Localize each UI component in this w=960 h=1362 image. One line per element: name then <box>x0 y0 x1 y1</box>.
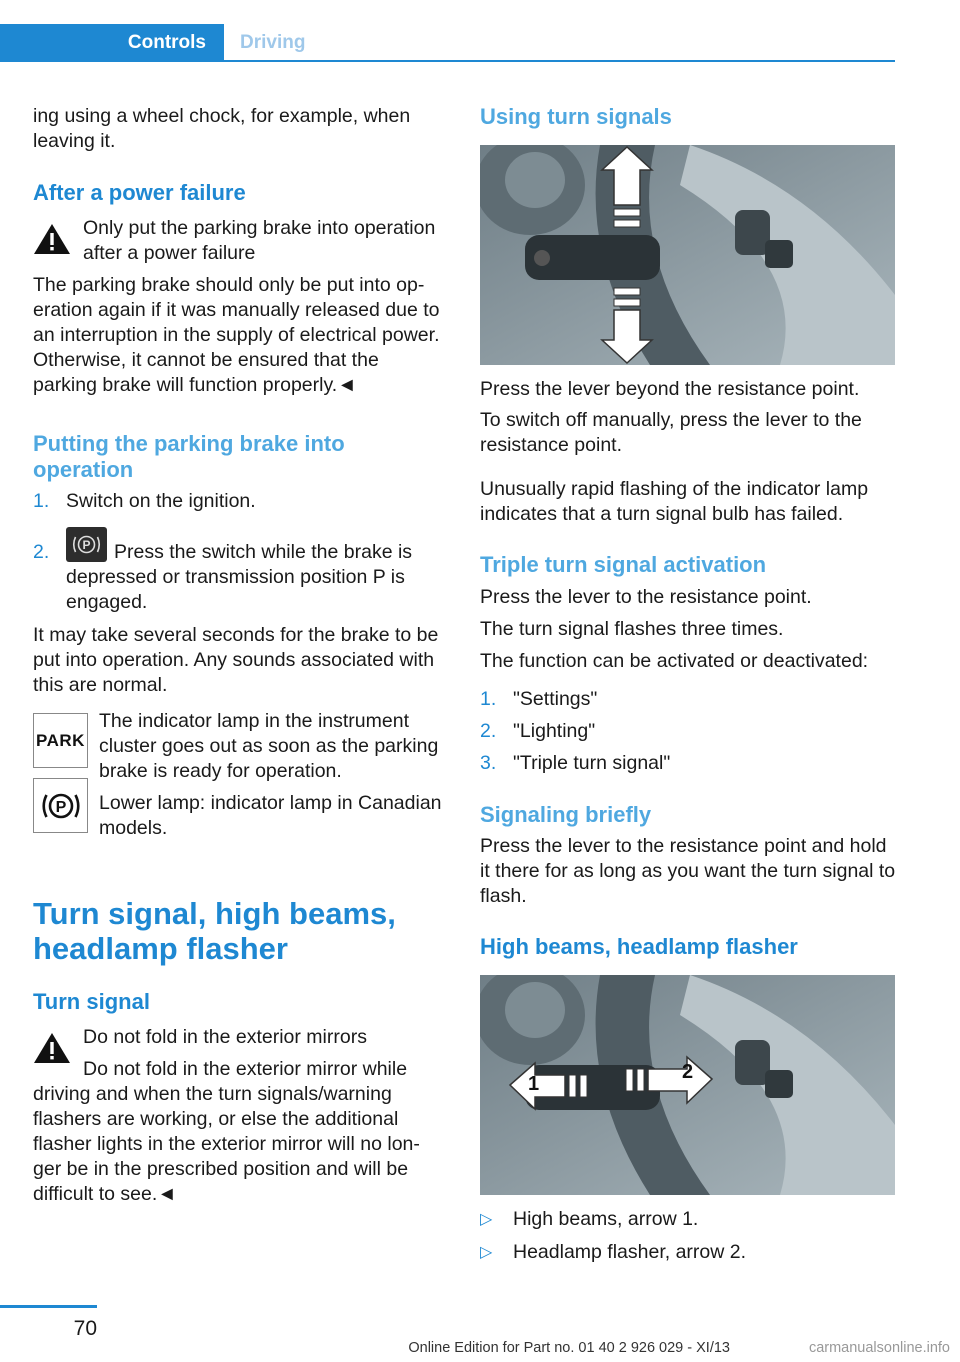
intro-text: ing using a wheel chock, for example, when leaving it. <box>33 105 411 152</box>
chapter-tabs <box>0 24 895 62</box>
park-indicator-lamp-icon <box>33 713 88 768</box>
signaling-briefly-heading: Signaling briefly <box>480 802 652 827</box>
bullet-triangle-icon: ▷ <box>480 1211 493 1228</box>
power-failure-body: The parking brake should only be put into op-eration again if it was manually released due to an interruption in the supply of electrical power. Otherwise, it cannot be ensured that the parking brake will function properly.◄ <box>33 274 440 396</box>
triple-l3: The function can be activated or deactivated: <box>480 650 869 672</box>
page-number-rule <box>0 1305 97 1308</box>
step-text: "Settings" <box>513 688 598 710</box>
step-number: 3. <box>480 752 497 774</box>
step-number: 1. <box>33 490 50 512</box>
turn-signal-subheading: Turn signal <box>33 989 150 1014</box>
edition-footer: Online Edition for Part no. 01 40 2 926 029 - XI/13 <box>408 1340 730 1356</box>
tab-controls[interactable]: Controls <box>0 24 224 62</box>
mirror-warning-body: Do not fold in the exterior mirror while driving and when the turn signals/warning flashers are working, or else the additional flasher lights in the exterior mirror will no lon-ger be in the prescribed position and will be difficult to see.◄ <box>33 1058 420 1205</box>
putting-heading: Putting the parking brake into operation <box>33 431 345 482</box>
lamp2-text: Lower lamp: indicator lamp in Canadian models. <box>99 792 442 839</box>
park-label: PARK <box>36 731 85 750</box>
bullet-text: High beams, arrow 1. <box>513 1208 699 1230</box>
list-item <box>33 489 448 515</box>
list-item <box>480 719 898 745</box>
high-beams-heading: High beams, headlamp flasher <box>480 934 798 959</box>
arrow-2-label: 2 <box>682 1061 694 1083</box>
step-number: 2. <box>33 541 50 563</box>
using-turn-signals-heading: Using turn signals <box>480 104 672 129</box>
svg-text:P: P <box>82 538 91 552</box>
mirror-warning-title: Do not fold in the exterior mirrors <box>83 1026 367 1048</box>
svg-text:P: P <box>55 798 66 816</box>
list-item <box>33 540 448 618</box>
step-text: Press the switch while the brake is depressed or transmission position P is engaged. <box>66 541 413 613</box>
turn-signal-section-heading: Turn signal, high beams, headlamp flasher <box>33 896 396 966</box>
lamp1-text: The indicator lamp in the instrument cluster goes out as soon as the parking brake is ready for operation. <box>99 710 439 782</box>
using-p1: Press the lever beyond the resistance point. <box>480 378 860 400</box>
step-number: 1. <box>480 688 497 710</box>
header-rule <box>0 60 895 62</box>
page-number: 70 <box>73 1317 97 1340</box>
canadian-parking-lamp-icon <box>33 778 88 833</box>
using-p3: Unusually rapid flashing of the indicator lamp indicates that a turn signal bulb has failed. <box>480 478 869 525</box>
list-item <box>480 751 898 777</box>
triple-heading: Triple turn signal activation <box>480 552 767 577</box>
tab-driving[interactable]: Driving <box>240 32 306 53</box>
bullet-text: Headlamp flasher, arrow 2. <box>513 1241 747 1263</box>
signaling-briefly-body: Press the lever to the resistance point and hold it there for as long as you want the turn signal to flash. <box>480 835 896 907</box>
list-item <box>480 1240 898 1266</box>
list-item <box>480 1207 898 1233</box>
arrow-1-label: 1 <box>528 1073 540 1095</box>
triple-l1: Press the lever to the resistance point. <box>480 586 812 608</box>
warning-icon <box>33 222 71 256</box>
power-failure-warning-title: Only put the parking brake into operation after a power failure <box>83 217 436 264</box>
watermark: carmanualsonline.info <box>808 1340 950 1356</box>
power-failure-heading: After a power failure <box>33 180 246 205</box>
high-beams-lever-photo <box>480 975 895 1195</box>
step-text: "Triple turn signal" <box>513 752 671 774</box>
list-item <box>480 687 898 713</box>
bullet-triangle-icon: ▷ <box>480 1244 493 1261</box>
step-text: "Lighting" <box>513 720 596 742</box>
using-p2: To switch off manually, press the lever to the resistance point. <box>480 409 862 456</box>
step-number: 2. <box>480 720 497 742</box>
putting-note: It may take several seconds for the brake to be put into operation. Any sounds associated with this are normal. <box>33 624 439 696</box>
triple-l2: The turn signal flashes three times. <box>480 618 784 640</box>
step-text: Switch on the ignition. <box>66 490 256 512</box>
turn-signal-lever-photo <box>480 145 895 365</box>
